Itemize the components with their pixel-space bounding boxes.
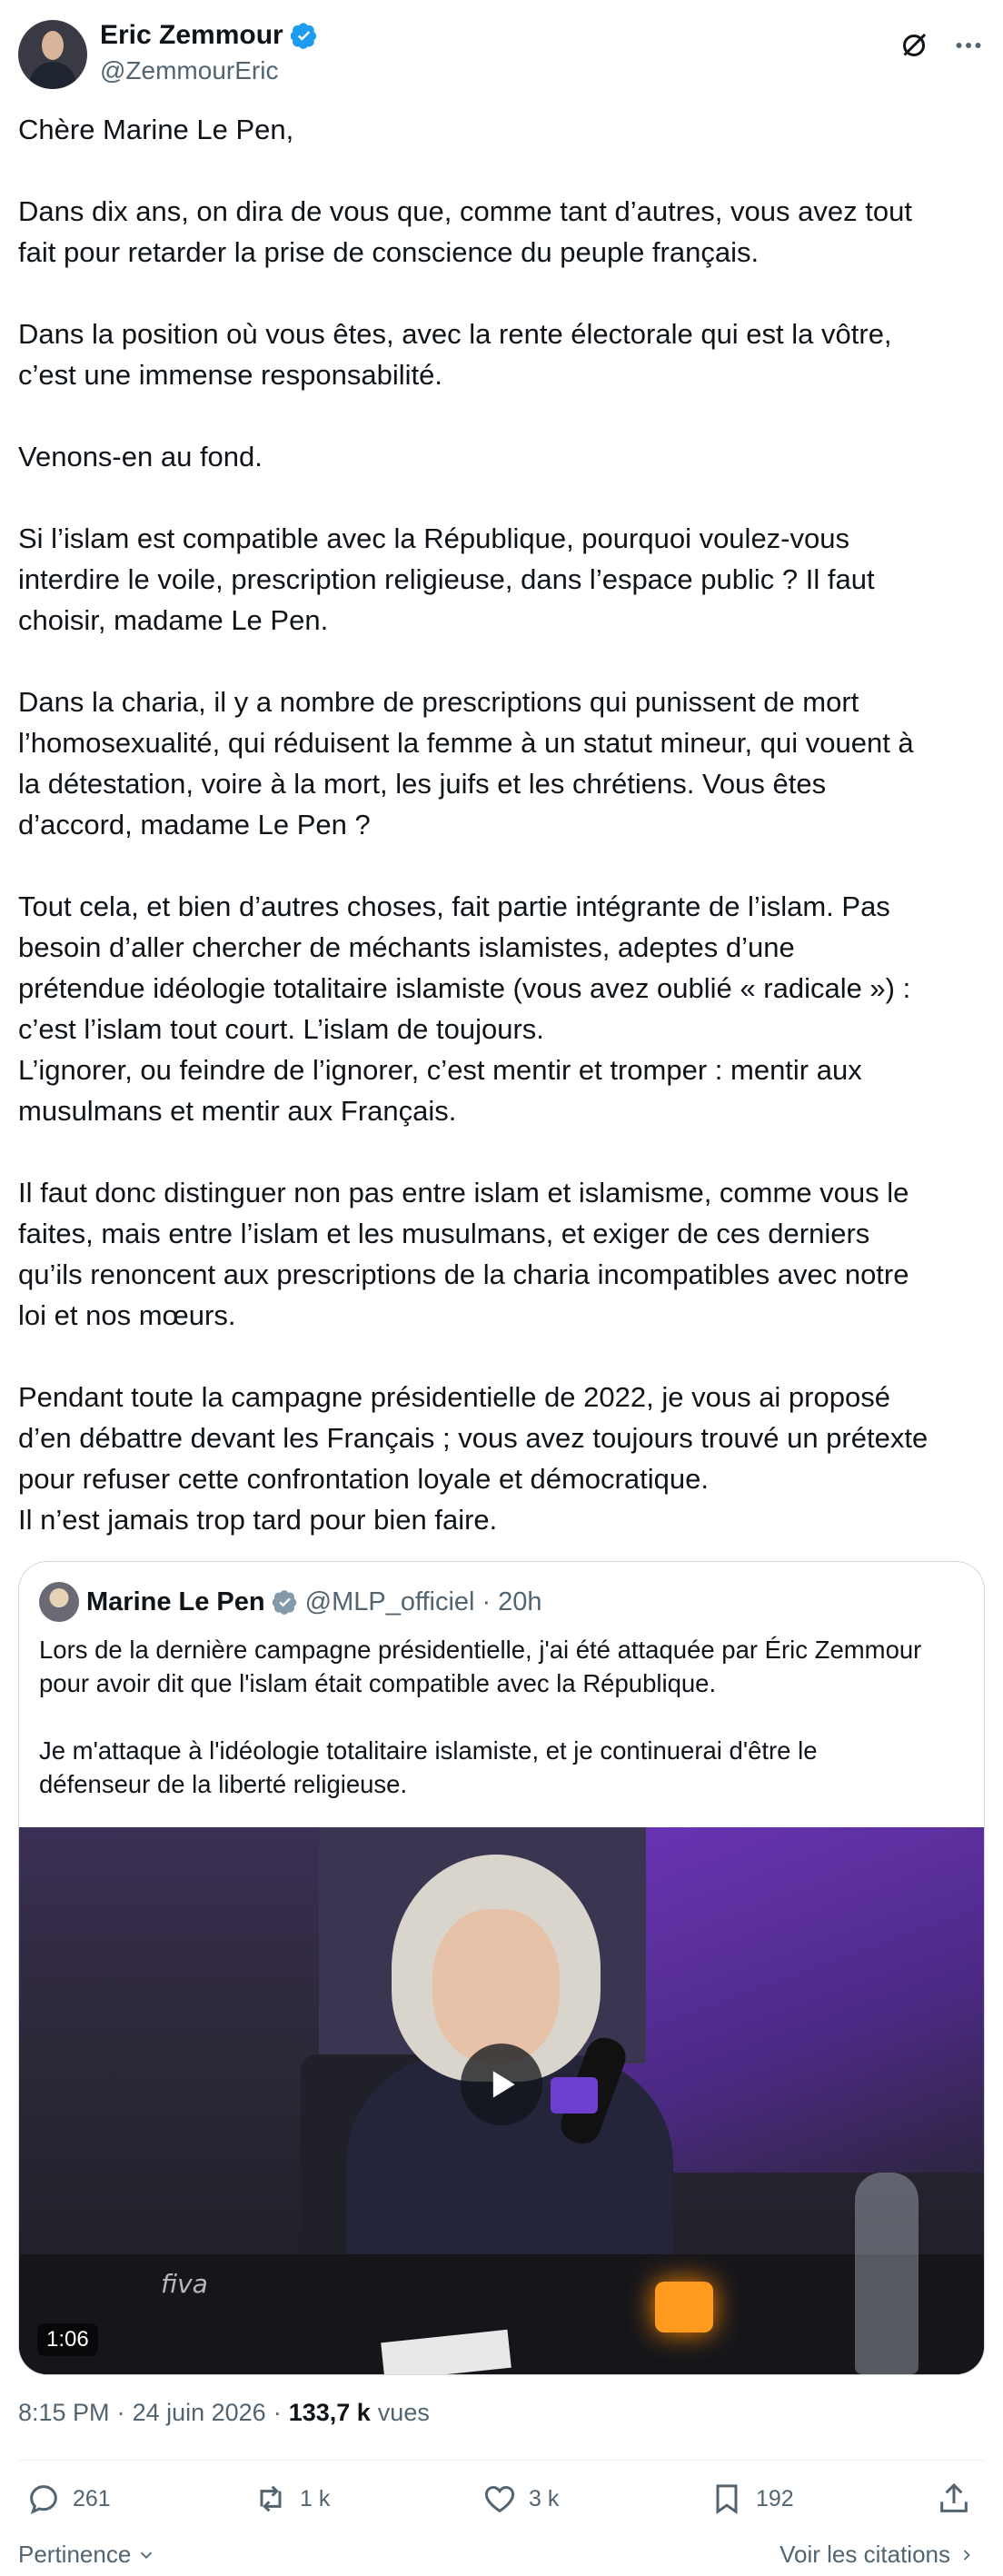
quoted-timestamp: 20h	[498, 1586, 542, 1616]
reply-icon	[25, 2481, 62, 2517]
sort-label: Pertinence	[18, 2541, 132, 2568]
views-label: vues	[377, 2399, 430, 2426]
meta-separator: ·	[273, 2399, 282, 2426]
author-handle[interactable]: @ZemmourEric	[100, 56, 279, 85]
like-count: 3 k	[529, 2485, 560, 2511]
video-lamp	[655, 2282, 713, 2332]
view-quotes-link[interactable]	[780, 2541, 976, 2569]
quoted-author-handle: @MLP_officiel	[304, 1586, 475, 1616]
sort-dropdown[interactable]	[18, 2541, 156, 2569]
quoted-tweet-header	[39, 1582, 542, 1622]
tweet-date[interactable]: 24 juin 2026	[132, 2399, 266, 2426]
play-icon	[482, 2064, 521, 2104]
like-button[interactable]	[482, 2481, 559, 2517]
video-person-face	[432, 1909, 560, 2064]
avatar-face	[42, 31, 64, 60]
view-quotes-label: Voir les citations	[780, 2541, 950, 2568]
more-options-icon[interactable]	[952, 29, 985, 62]
quoted-author-avatar	[39, 1582, 79, 1622]
reply-button[interactable]	[25, 2481, 111, 2517]
bookmark-icon	[709, 2481, 745, 2517]
divider	[18, 2460, 985, 2461]
chevron-right-icon	[958, 2546, 976, 2564]
bookmark-button[interactable]	[709, 2481, 794, 2517]
repost-icon	[253, 2481, 289, 2517]
tweet-actions	[18, 2481, 985, 2526]
play-button[interactable]	[461, 2044, 542, 2125]
video-microphone-tag	[551, 2077, 598, 2114]
author-name[interactable]: Eric Zemmour	[100, 20, 283, 50]
repost-count: 1 k	[300, 2485, 331, 2511]
video-screen-logo: fiva	[161, 2269, 208, 2299]
gray-verified-badge-icon	[273, 1589, 298, 1615]
verified-badge-icon	[291, 22, 318, 49]
tweet-header	[18, 20, 985, 93]
views-count: 133,7 k	[288, 2399, 371, 2426]
share-button[interactable]	[936, 2481, 972, 2517]
reply-count: 261	[73, 2485, 111, 2511]
quoted-tweet[interactable]	[18, 1561, 985, 2375]
grok-icon[interactable]	[898, 29, 930, 62]
tweet-meta	[18, 2399, 430, 2427]
share-icon	[936, 2481, 972, 2517]
author-name-row	[100, 20, 318, 51]
tweet-time[interactable]: 8:15 PM	[18, 2399, 110, 2426]
bookmark-count: 192	[756, 2485, 794, 2511]
video-bottle	[855, 2173, 919, 2374]
quoted-separator: ·	[482, 1586, 492, 1616]
quoted-author-name: Marine Le Pen	[86, 1586, 265, 1616]
video-player[interactable]	[19, 1827, 984, 2374]
author-avatar[interactable]	[18, 20, 87, 89]
video-duration: 1:06	[37, 2323, 98, 2356]
quoted-tweet-text: Lors de la dernière campagne présidentielle, j'ai été attaquée par Éric Zemmour pour avoir dit que l'islam était compatible avec la République. Je m'attaque à l'idéologie totalitaire islamiste, et je continuerai d'être le défenseur de la liberté religieuse.	[39, 1636, 922, 1798]
tweet-body-text: Chère Marine Le Pen, Dans dix ans, on dira de vous que, comme tant d’autres, vous avez tout fait pour retarder la prise de conscience du peuple français. Dans la position où vous êtes, avec la rente électorale qui est la vôtre, c’est une immense responsabilité. Venons-en au fond. Si l’islam est compatible avec la République, pourquoi voulez-vous interdire le voile, prescription religieuse, dans l’espace public ? Il faut choisir, madame Le Pen. Dans la charia, il y a nombre de prescriptions qui punissent de mort l’homosexualité, qui réduisent la femme à un statut mineur, qui vouent à la détestation, voire à la mort, les juifs et les chrétiens. Vous êtes d’accord, madame Le Pen ? Tout cela, et bien d’autres choses, fait partie intégrante de l’islam. Pas besoin d’aller chercher de méchants islamistes, adeptes d’une prétendue idéologie totalitaire islamiste (vous avez oublié « radicale ») : c’est l’islam tout court. L’islam de toujours. L’ignorer, ou feindre de l’ignorer, c’est mentir et tromper : mentir aux musulmans et mentir aux Français. Il faut donc distinguer non pas entre islam et islamisme, comme vous le faites, mais entre l’islam et les musulmans, et exiger de ces derniers qu’ils renoncent aux prescriptions de la charia incompatibles avec notre loi et nos mœurs. Pendant toute la campagne présidentielle de 2022, je vous ai proposé d’en débattre devant les Français ; vous avez toujours trouvé un prétexte pour refuser cette confrontation loyale et démocratique. Il n’est jamais trop tard pour bien faire.	[18, 114, 929, 1536]
meta-separator: ·	[116, 2399, 125, 2426]
avatar-suit	[29, 62, 76, 89]
chevron-down-icon	[136, 2545, 156, 2565]
heart-icon	[482, 2481, 518, 2517]
header-actions	[898, 29, 985, 62]
repost-button[interactable]	[253, 2481, 330, 2517]
